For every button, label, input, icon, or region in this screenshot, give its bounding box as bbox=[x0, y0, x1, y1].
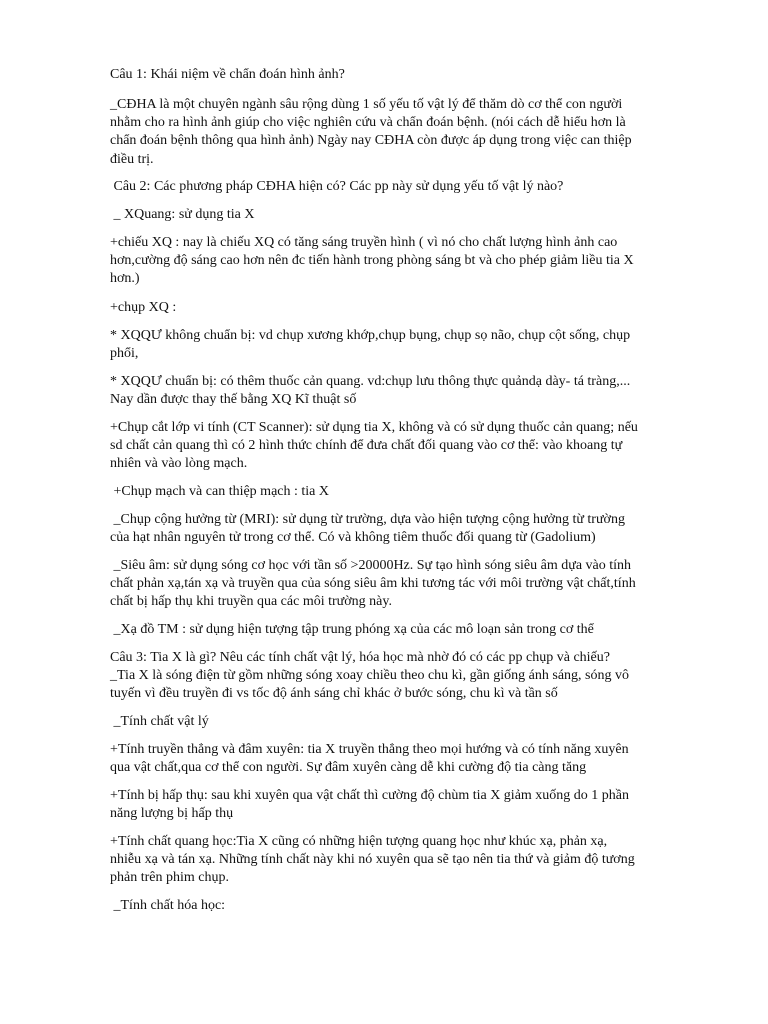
paragraph bbox=[110, 66, 345, 84]
paragraph bbox=[110, 373, 630, 409]
text-line: +chụp XQ : bbox=[110, 300, 177, 315]
text-line: tuyến vì đều truyền đi vs tốc độ ánh sáng chỉ khác ở bước sóng, chu kì và tần số bbox=[110, 686, 558, 702]
text-line: Câu 3: Tia X là gì? Nêu các tính chất vật lý, hóa học mà nhờ đó có các pp chụp và chiếu? bbox=[110, 650, 610, 665]
paragraph bbox=[110, 713, 209, 731]
text-line: Câu 1: Khái niệm về chẩn đoán hình ảnh? bbox=[110, 67, 345, 82]
paragraph bbox=[110, 511, 625, 547]
text-line: +chiếu XQ : nay là chiếu XQ có tăng sáng truyền hình ( vì nó cho chất lượng hình ảnh cao bbox=[110, 235, 618, 250]
paragraph bbox=[110, 299, 176, 317]
text-line: nhằm cho ra hình ảnh giúp cho việc nghiên cứu và chẩn đoán bệnh. (nói cách dễ hiểu hơn là bbox=[110, 115, 626, 131]
paragraph bbox=[110, 96, 632, 169]
text-line: +Chụp mạch và can thiệp mạch : tia X bbox=[110, 484, 329, 499]
text-line: _Tia X là sóng điện từ gồm những sóng xoay chiều theo chu kì, gần giống ánh sáng, sóng vô bbox=[110, 668, 629, 684]
text-line: nhiễu xạ và tán xạ. Những tính chất này khi nó xuyên qua sẽ tạo nên tia thứ và giảm độ tương bbox=[110, 852, 635, 868]
text-line: năng lượng bị hấp thụ bbox=[110, 806, 234, 822]
text-line: Câu 2: Các phương pháp CĐHA hiện có? Các pp này sử dụng yếu tố vật lý nào? bbox=[110, 179, 564, 194]
text-line: +Chụp cắt lớp vi tính (CT Scanner): sử dụng tia X, không và có sử dụng thuốc cản quang; nếu bbox=[110, 420, 638, 435]
text-line: _CĐHA là một chuyên ngành sâu rộng dùng 1 số yếu tố vật lý để thăm dò cơ thể con người bbox=[110, 97, 623, 112]
paragraph bbox=[110, 787, 629, 823]
text-line: _Chụp cộng hưởng từ (MRI): sử dụng từ trường, dựa vào hiện tượng cộng hưởng từ trường bbox=[110, 512, 625, 527]
paragraph bbox=[110, 234, 634, 289]
text-line: hơn.) bbox=[110, 271, 140, 287]
text-line: Nay dần được thay thế bằng XQ Kĩ thuật số bbox=[110, 392, 357, 408]
text-line: _Tính chất hóa học: bbox=[110, 898, 226, 913]
text-line: phản trên phim chụp. bbox=[110, 870, 229, 886]
text-line: _Tính chất vật lý bbox=[110, 714, 209, 729]
text-line: sd chất cản quang thì có 2 hình thức chính để đưa chất đối quang vào cơ thể: vào khoang tự bbox=[110, 438, 623, 454]
paragraph bbox=[110, 483, 329, 501]
paragraph bbox=[110, 833, 635, 888]
paragraph bbox=[110, 621, 594, 639]
text-line: chẩn đoán bệnh thông qua hình ảnh) Ngày nay CĐHA còn được áp dụng trong việc can thiệp bbox=[110, 133, 632, 149]
paragraph bbox=[110, 897, 225, 915]
text-line: qua vật chất,qua cơ thể con người. Sự đâm xuyên càng dễ khi cường độ tia càng tăng bbox=[110, 760, 587, 776]
text-line: chất bị hấp thụ khi truyền qua các môi trường này. bbox=[110, 594, 392, 610]
text-line: của hạt nhân nguyên tử trong cơ thể. Có và không tiêm thuốc đối quang từ (Gadolium) bbox=[110, 530, 596, 546]
text-line: +Tính bị hấp thụ: sau khi xuyên qua vật chất thì cường độ chùm tia X giảm xuống do 1 phần bbox=[110, 788, 630, 803]
text-line: hơn,cường độ sáng cao hơn nên đc tiến hành trong phòng sáng bt và cho phép giảm liều tia X bbox=[110, 253, 634, 269]
paragraph bbox=[110, 557, 636, 612]
text-line: _Siêu âm: sử dụng sóng cơ học với tần số >20000Hz. Sự tạo hình sóng siêu âm dựa vào tính bbox=[110, 558, 632, 573]
text-line: nhiên và vào lòng mạch. bbox=[110, 456, 248, 472]
paragraph bbox=[110, 419, 638, 474]
text-line: điều trị. bbox=[110, 151, 154, 167]
paragraph bbox=[110, 178, 563, 196]
text-line: phổi, bbox=[110, 346, 139, 362]
text-line: +Tính truyền thẳng và đâm xuyên: tia X truyền thẳng theo mọi hướng và có tính năng xuyên bbox=[110, 742, 629, 757]
paragraph bbox=[110, 741, 629, 777]
text-line: * XQQƯ không chuẩn bị: vd chụp xương khớp,chụp bụng, chụp sọ não, chụp cột sống, chụp bbox=[110, 328, 631, 343]
text-line: _Xạ đồ TM : sử dụng hiện tượng tập trung phóng xạ của các mô loạn sản trong cơ thể bbox=[110, 622, 594, 637]
paragraph bbox=[110, 327, 630, 363]
paragraph bbox=[110, 649, 629, 704]
text-line: +Tính chất quang học:Tia X cũng có những hiện tượng quang học như khúc xạ, phản xạ, bbox=[110, 834, 608, 849]
text-line: _ XQuang: sử dụng tia X bbox=[110, 207, 255, 222]
text-line: chất phản xạ,tán xạ và truyền qua của sóng siêu âm khi tương tác với môi trường vật chất,tính bbox=[110, 576, 636, 592]
paragraph bbox=[110, 206, 254, 224]
text-line: * XQQƯ chuẩn bị: có thêm thuốc cản quang. vd:chụp lưu thông thực quảndạ dày- tá tràng,... bbox=[110, 374, 631, 389]
